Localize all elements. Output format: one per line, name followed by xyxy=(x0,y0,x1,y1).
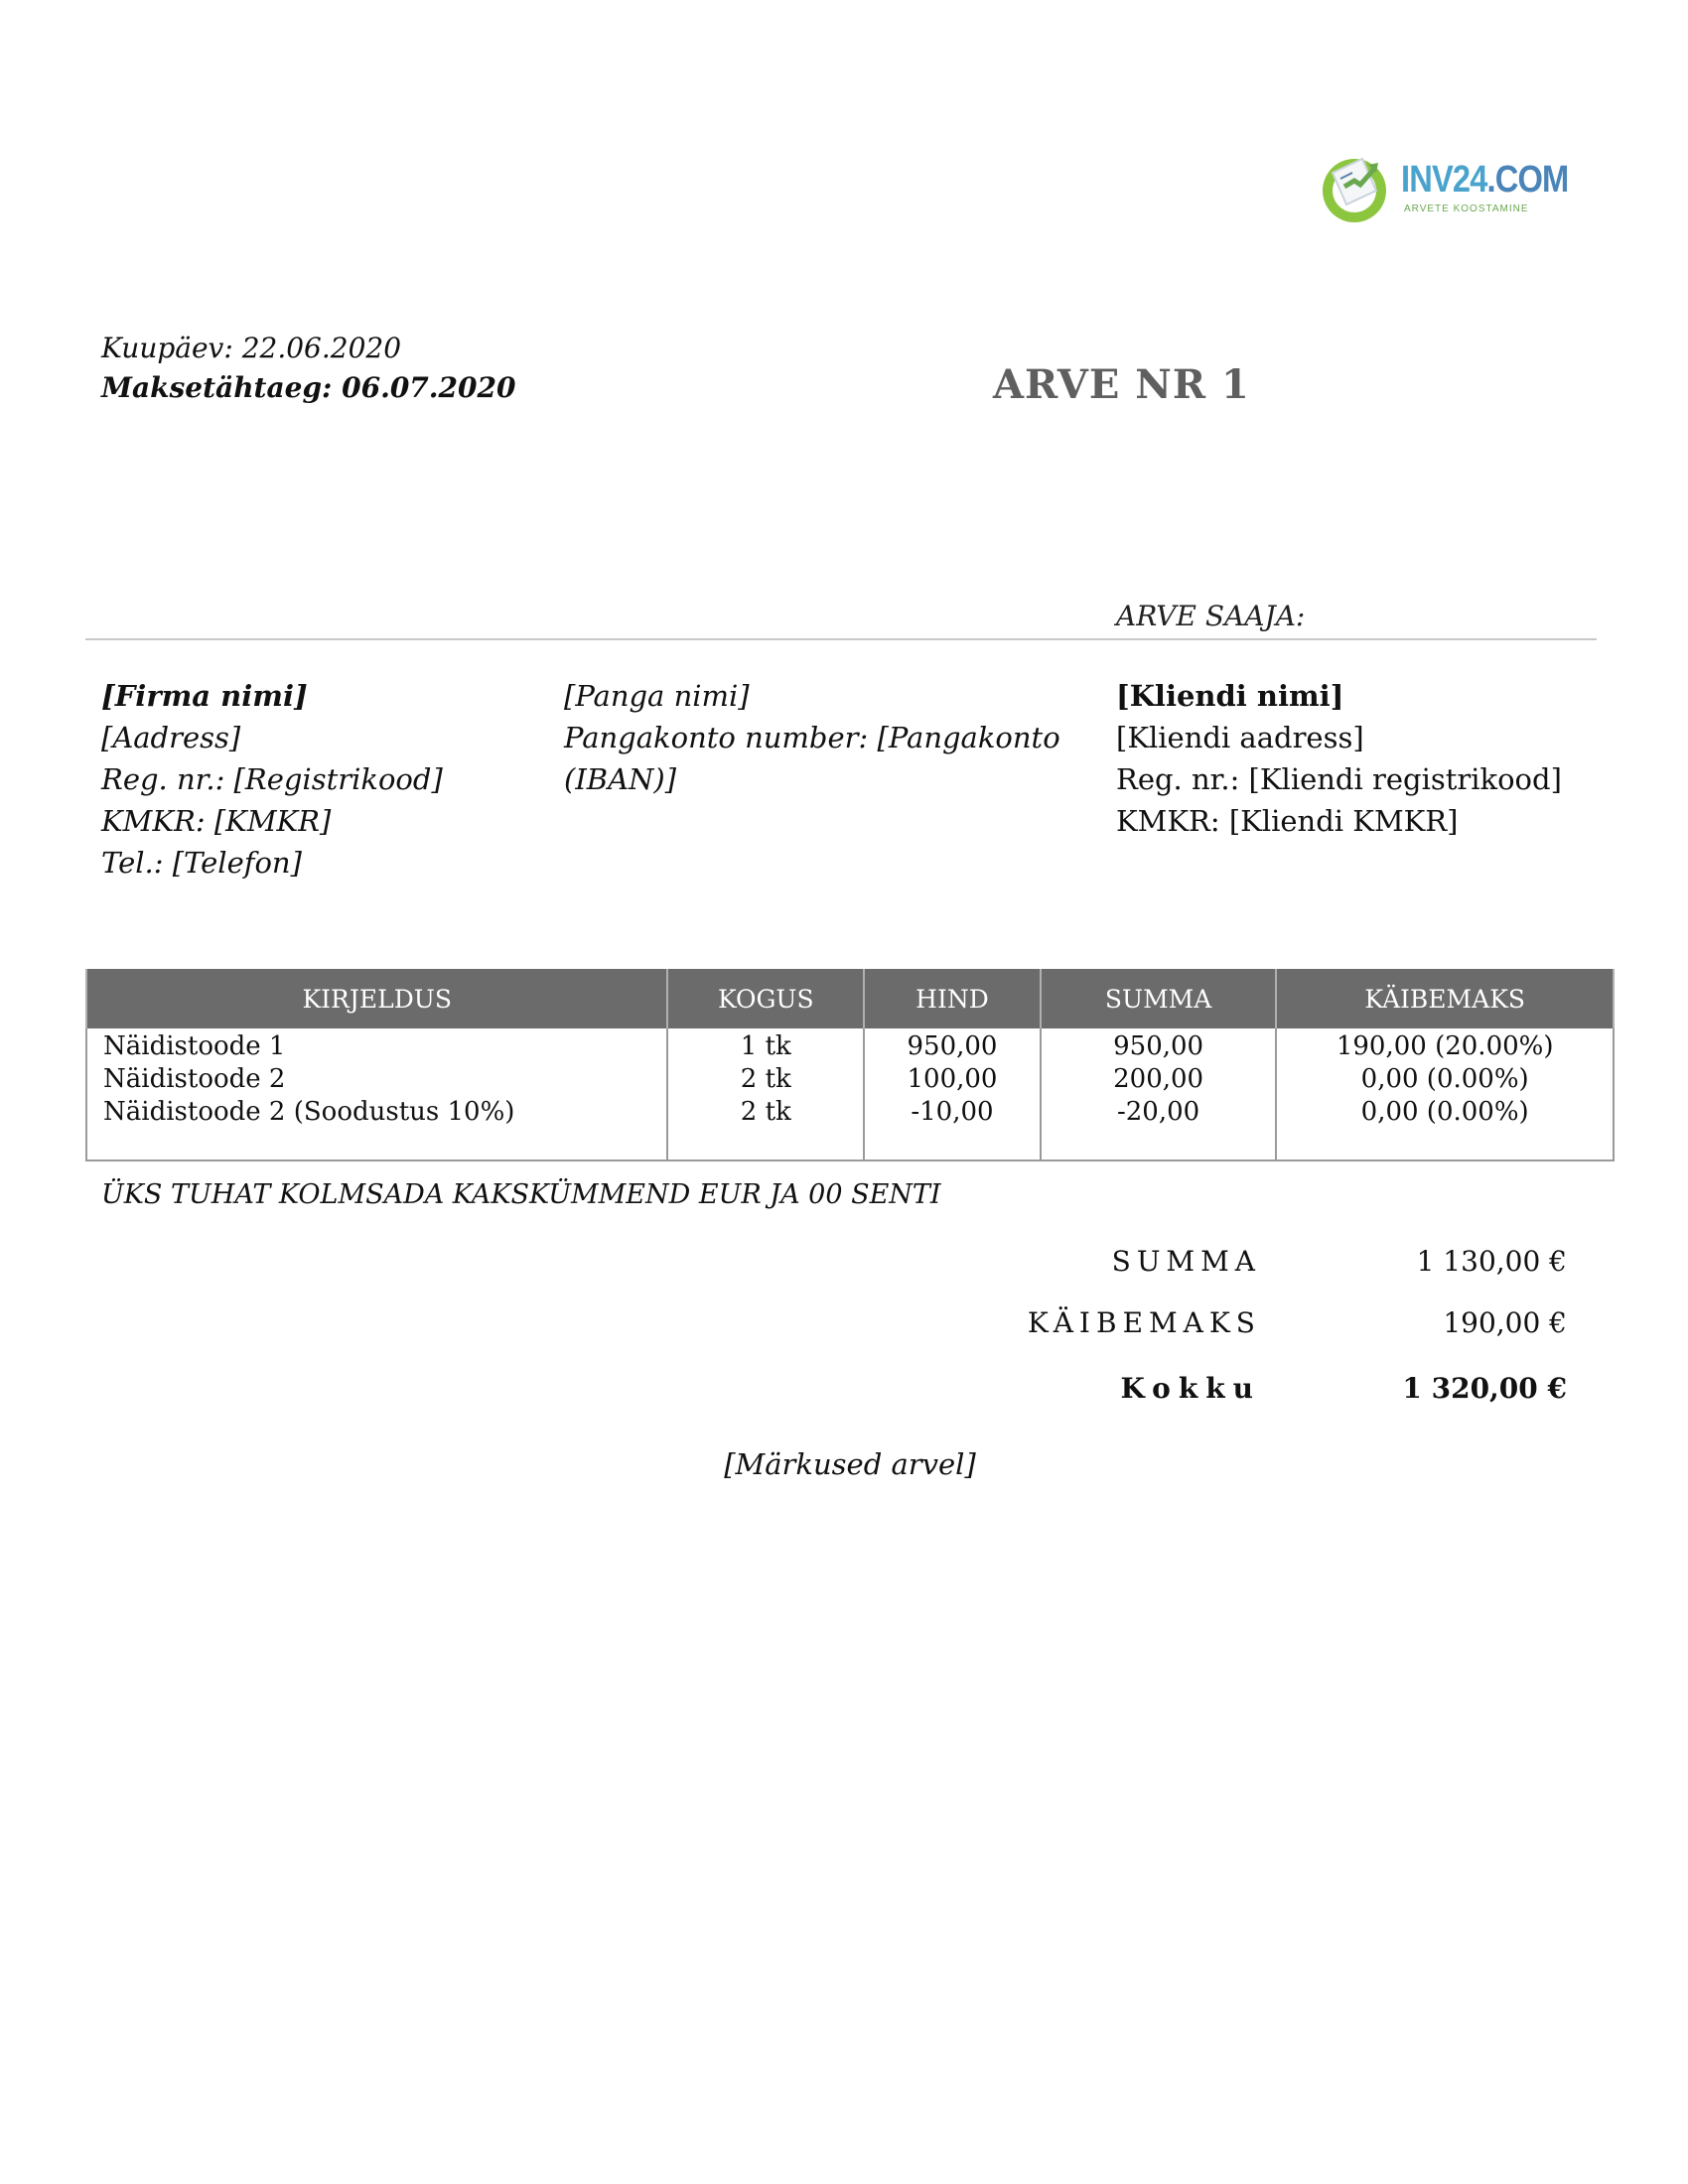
column-header-vat: KÄIBEMAKS xyxy=(1276,969,1614,1028)
column-header-description: KIRJELDUS xyxy=(86,969,667,1028)
logo-wordmark: INV24.COM xyxy=(1401,159,1569,201)
client-vat-number: KMKR: [Kliendi KMKR] xyxy=(1116,804,1459,838)
recipient-heading: ARVE SAAJA: xyxy=(1116,600,1306,632)
client-name: [Kliendi nimi] xyxy=(1116,679,1344,713)
line-item-vat: 190,00 (20.00%) xyxy=(1336,1031,1554,1061)
line-item-quantity: 2 tk xyxy=(740,1064,791,1094)
line-item-description: Näidistoode 2 (Soodustus 10%) xyxy=(103,1097,515,1127)
payment-due-date: Maksetähtaeg: 06.07.2020 xyxy=(101,371,516,404)
table-header-row xyxy=(86,969,1614,1028)
invoice-title: ARVE NR 1 xyxy=(993,361,1250,408)
line-item-quantity: 1 tk xyxy=(740,1031,791,1061)
vat-cell xyxy=(1276,1028,1614,1160)
description-cell xyxy=(86,1028,667,1160)
bank-account-line-1: Pangakonto number: [Pangakonto xyxy=(564,721,1060,754)
line-item-amount: 200,00 xyxy=(1113,1064,1204,1094)
quantity-cell xyxy=(667,1028,864,1160)
logo-icon xyxy=(1319,151,1394,226)
invoice-items-table xyxy=(85,969,1615,1161)
line-item-amount: -20,00 xyxy=(1116,1097,1200,1127)
table-row xyxy=(86,1028,1614,1160)
line-item-vat: 0,00 (0.00%) xyxy=(1360,1097,1529,1127)
line-item-description: Näidistoode 2 xyxy=(103,1064,286,1094)
vat-total-label: KÄIBEMAKS xyxy=(1027,1306,1261,1339)
header-divider xyxy=(85,638,1597,640)
line-item-price: 950,00 xyxy=(907,1031,998,1061)
logo-tagline: ARVETE KOOSTAMINE xyxy=(1404,204,1529,214)
amount-in-words: ÜKS TUHAT KOLMSADA KAKSKÜMMEND EUR JA 00 SENTI xyxy=(101,1179,941,1210)
subtotal-label: SUMMA xyxy=(1111,1245,1261,1278)
line-item-price: -10,00 xyxy=(911,1097,994,1127)
invoice-notes: [Märkused arvel] xyxy=(724,1447,976,1481)
seller-details xyxy=(101,675,443,884)
client-reg-number: Reg. nr.: [Kliendi registrikood] xyxy=(1116,762,1562,796)
seller-name: [Firma nimi] xyxy=(101,679,308,713)
seller-vat-number: KMKR: [KMKR] xyxy=(101,804,332,838)
grand-total-value: 1 320,00 € xyxy=(1402,1372,1567,1405)
line-item-description: Näidistoode 1 xyxy=(103,1031,286,1061)
line-item-vat: 0,00 (0.00%) xyxy=(1360,1064,1529,1094)
column-header-price: HIND xyxy=(864,969,1041,1028)
line-item-price: 100,00 xyxy=(907,1064,998,1094)
line-item-amount: 950,00 xyxy=(1113,1031,1204,1061)
amount-cell xyxy=(1041,1028,1277,1160)
client-address: [Kliendi aadress] xyxy=(1116,721,1364,754)
seller-reg-number: Reg. nr.: [Registrikood] xyxy=(101,762,443,796)
bank-name: [Panga nimi] xyxy=(564,679,750,713)
invoice-date: Kuupäev: 22.06.2020 xyxy=(101,332,402,364)
grand-total-label: Kokku xyxy=(1120,1372,1261,1405)
bank-account-line-2: (IBAN)] xyxy=(564,762,677,796)
client-details xyxy=(1116,675,1562,842)
column-header-amount: SUMMA xyxy=(1041,969,1277,1028)
subtotal-value: 1 130,00 € xyxy=(1416,1245,1567,1278)
seller-address: [Aadress] xyxy=(101,721,241,754)
column-header-quantity: KOGUS xyxy=(667,969,864,1028)
vat-total-value: 190,00 € xyxy=(1443,1306,1567,1339)
line-item-quantity: 2 tk xyxy=(740,1097,791,1127)
bank-details xyxy=(564,675,1060,800)
price-cell xyxy=(864,1028,1041,1160)
seller-phone: Tel.: [Telefon] xyxy=(101,846,302,880)
company-logo xyxy=(1319,149,1569,228)
